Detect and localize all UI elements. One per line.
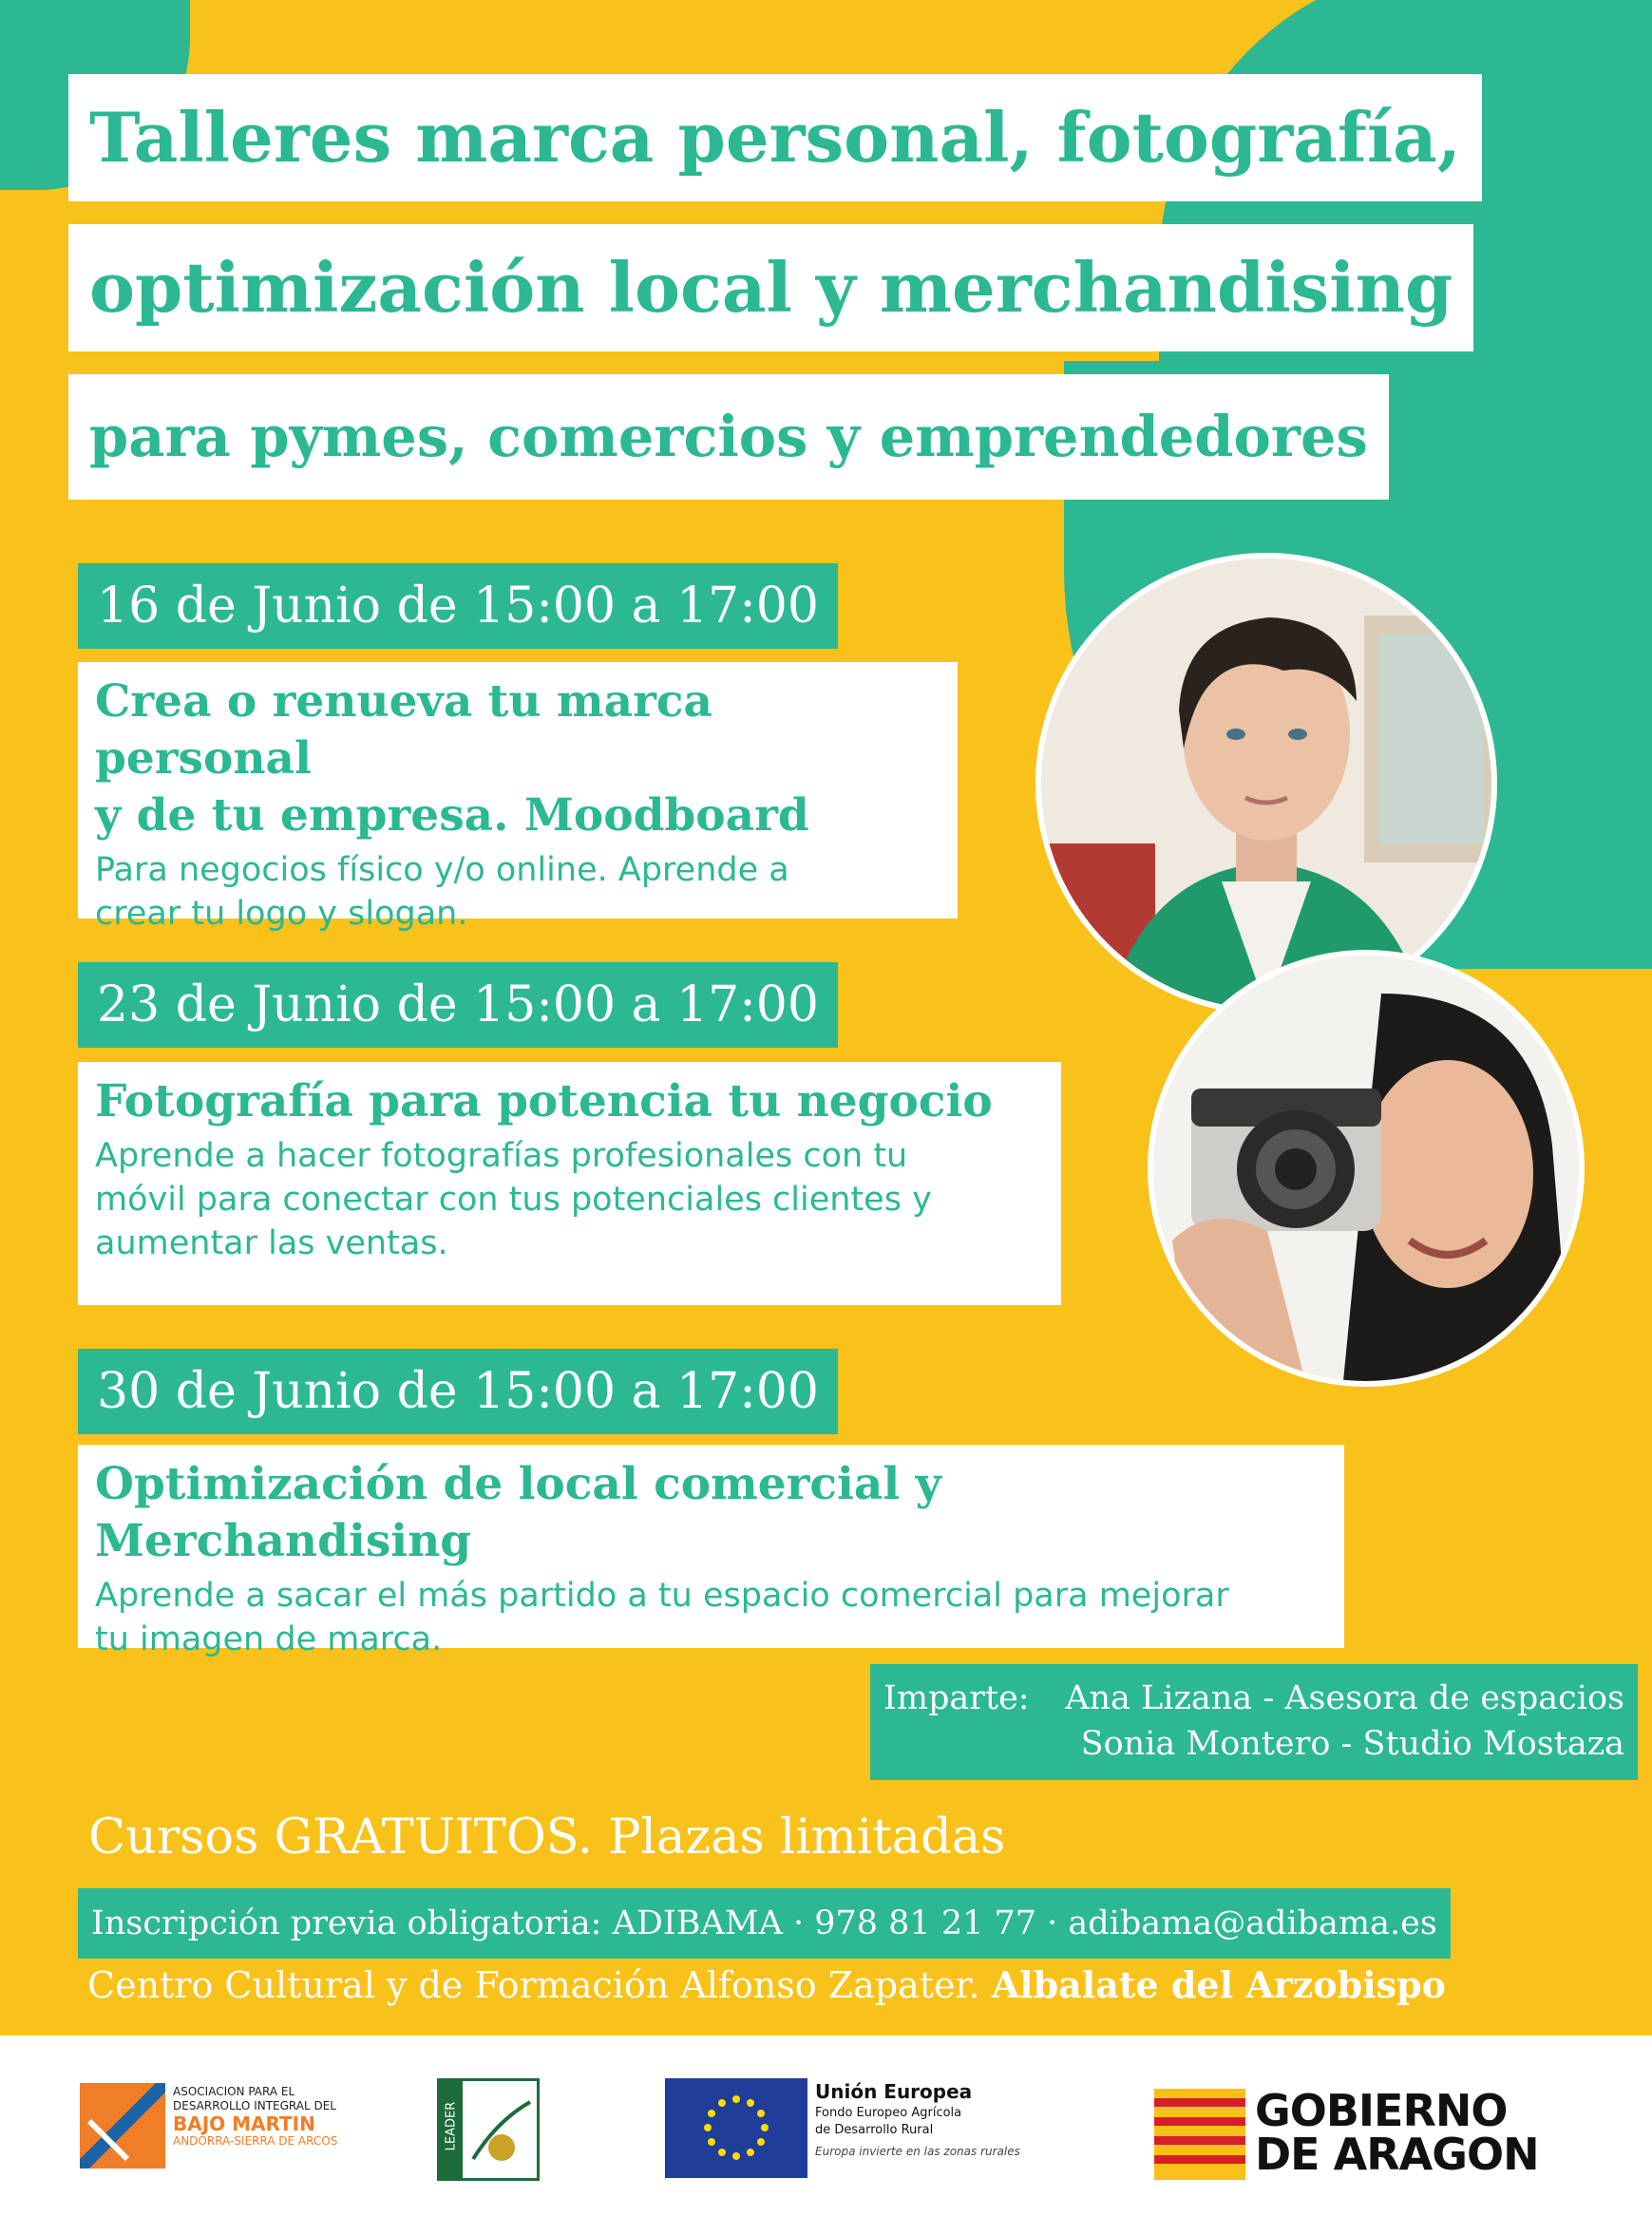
venue-text: Centro Cultural y de Formación Alfonso Zapater. bbox=[87, 1964, 980, 2006]
session-2-date-text: 23 de Junio de 15:00 a 17:00 bbox=[97, 976, 819, 1033]
logo-eu bbox=[665, 2078, 1045, 2183]
session-3-title-line: Optimización de local comercial y Merchandising bbox=[95, 1458, 941, 1567]
session-3-desc-line: tu imagen de marca. bbox=[95, 1620, 443, 1658]
session-1-description bbox=[95, 848, 942, 936]
eu-line: Fondo Europeo Agrícola bbox=[815, 2106, 962, 2120]
adibama-line: DESARROLLO INTEGRAL DEL bbox=[173, 2099, 336, 2112]
eu-line: Unión Europea bbox=[815, 2080, 973, 2103]
instructor-photo-sonia bbox=[1148, 950, 1585, 1387]
instructor-ana: Ana Lizana - Asesora de espacios bbox=[1065, 1679, 1624, 1717]
session-2-desc-line: aumentar las ventas. bbox=[95, 1224, 448, 1262]
instructors-box bbox=[870, 1664, 1638, 1780]
adibama-mark-icon bbox=[80, 2083, 165, 2169]
registration-text: Inscripción previa obligatoria: ADIBAMA · 978 81 21 77 · adibama@adibama.es bbox=[91, 1904, 1437, 1942]
session-1-date-text: 16 de Junio de 15:00 a 17:00 bbox=[97, 578, 819, 634]
session-1-date bbox=[78, 563, 838, 649]
adibama-line: BAJO MARTIN bbox=[173, 2112, 315, 2135]
session-2-desc-line: móvil para conectar con tus potenciales clientes y bbox=[95, 1181, 932, 1219]
venue-line bbox=[87, 1952, 1446, 2018]
session-1-desc-line: crear tu logo y slogan. bbox=[95, 895, 468, 933]
title-line-3 bbox=[68, 374, 1389, 500]
session-3-date bbox=[78, 1349, 838, 1434]
title-line-2 bbox=[68, 224, 1473, 351]
logo-adibama bbox=[80, 2083, 346, 2169]
session-2-title bbox=[95, 1073, 1046, 1130]
instructor-row-1 bbox=[883, 1676, 1624, 1721]
eu-flag-icon bbox=[665, 2078, 807, 2178]
session-3-description bbox=[95, 1574, 1329, 1661]
session-3-date-text: 30 de Junio de 15:00 a 17:00 bbox=[97, 1363, 819, 1420]
eu-line: Europa invierte en las zonas rurales bbox=[815, 2145, 1020, 2158]
title-line-1-text: Talleres marca personal, fotografía, bbox=[89, 97, 1461, 178]
adibama-text bbox=[173, 2085, 337, 2149]
leader-emblem-icon bbox=[468, 2093, 535, 2169]
title-line-2-text: optimización local y merchandising bbox=[89, 247, 1453, 328]
eu-text bbox=[815, 2078, 1020, 2164]
session-2-date bbox=[78, 962, 838, 1048]
session-3-card bbox=[78, 1445, 1344, 1658]
leader-text: LEADER bbox=[444, 2101, 459, 2151]
instructor-row-2 bbox=[883, 1721, 1624, 1767]
aragon-flag-icon bbox=[1154, 2089, 1245, 2180]
eu-line: de Desarrollo Rural bbox=[815, 2123, 934, 2137]
session-3-title bbox=[95, 1456, 1329, 1570]
session-1-card bbox=[78, 662, 958, 933]
session-1-title-line: Crea o renueva tu marca personal bbox=[95, 675, 712, 785]
session-2-description bbox=[95, 1134, 1046, 1265]
adibama-line: ANDORRA-SIERRA DE ARCOS bbox=[173, 2134, 338, 2148]
free-courses-span: Cursos GRATUITOS. Plazas limitadas bbox=[88, 1809, 1006, 1866]
session-1-title bbox=[95, 673, 942, 844]
free-courses-text bbox=[88, 1805, 1005, 1871]
instructor-sonia: Sonia Montero - Studio Mostaza bbox=[1080, 1725, 1624, 1763]
aragon-line: DE ARAGON bbox=[1255, 2129, 1539, 2180]
instructors-label: Imparte: bbox=[883, 1679, 1030, 1717]
session-2-desc-line: Aprende a hacer fotografías profesionales con tu bbox=[95, 1137, 908, 1175]
registration-box bbox=[78, 1888, 1451, 1959]
session-3-desc-line: Aprende a sacar el más partido a tu espacio comercial para mejorar bbox=[95, 1577, 1229, 1615]
logo-leader bbox=[437, 2078, 540, 2181]
title-line-3-text: para pymes, comercios y emprendedores bbox=[89, 404, 1368, 469]
footer-logos bbox=[0, 2036, 1652, 2216]
aragon-line: GOBIERNO bbox=[1255, 2085, 1508, 2136]
title-line-1 bbox=[68, 74, 1482, 201]
instructor-photo-ana bbox=[1035, 553, 1497, 1014]
portrait-illustration-1 bbox=[1041, 559, 1491, 1009]
session-2-title-line: Fotografía para potencia tu negocio bbox=[95, 1075, 993, 1127]
adibama-line: ASOCIACION PARA EL bbox=[173, 2085, 295, 2098]
session-2-card bbox=[78, 1062, 1061, 1305]
session-1-title-line: y de tu empresa. Moodboard bbox=[95, 789, 809, 842]
portrait-illustration-2 bbox=[1153, 956, 1579, 1381]
aragon-text bbox=[1255, 2085, 1539, 2180]
venue-town: Albalate del Arzobispo bbox=[991, 1963, 1446, 2006]
logo-gobierno-aragon bbox=[1154, 2085, 1572, 2180]
session-1-desc-line: Para negocios físico y/o online. Aprende a bbox=[95, 851, 789, 889]
